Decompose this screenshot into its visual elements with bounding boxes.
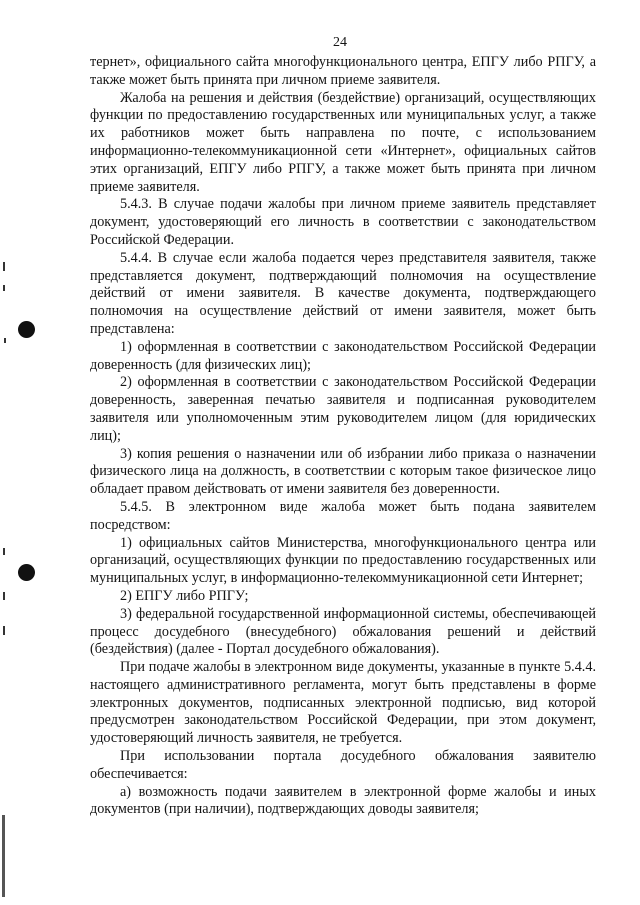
margin-speck bbox=[2, 815, 5, 897]
paragraph-continuation: тернет», официального сайта многофункционального центра, ЕПГУ либо РПГУ, а также может быть принята при личном приеме заявителя. bbox=[90, 54, 596, 88]
page-number: 24 bbox=[333, 35, 347, 50]
margin-speck bbox=[3, 548, 5, 555]
margin-speck bbox=[3, 285, 5, 291]
list-item-5-4-5-3: 3) федеральной государственной информационной системы, обеспечивающей процесс досудебного (внесудебного) обжалования решений и действий (бездействия) (далее - Портал досудебного обжалования). bbox=[90, 605, 596, 658]
paragraph-complaint-organizations: Жалоба на решения и действия (бездействие) организаций, осуществляющих функции по предоставлению государственных или муниципальных услуг, а также их работников может быть направлена по почте, с использованием информационно-телекоммуникационной сети «Интернет», официальных сайтов этих организаций, ЕПГУ либо РПГУ, а также может быть принята при личном приеме заявителя. bbox=[90, 89, 596, 195]
margin-speck bbox=[4, 338, 6, 343]
punch-hole-top bbox=[18, 321, 35, 338]
punch-hole-bottom bbox=[18, 564, 35, 581]
list-item-5-4-5-1: 1) официальных сайтов Министерства, многофункционального центра или организаций, осуществляющих функции по предоставлению государственных или муниципальных услуг, в информационно-телекоммуникационной сети Интернет; bbox=[90, 534, 596, 587]
paragraph-5-4-5: 5.4.5. В электронном виде жалоба может быть подана заявителем посредством: bbox=[90, 498, 596, 533]
list-item-5-4-4-1: 1) оформленная в соответствии с законодательством Российской Федерации доверенность (для физических лиц); bbox=[90, 338, 596, 373]
list-item-portal-a: а) возможность подачи заявителем в электронной форме жалобы и иных документов (при наличии), подтверждающих доводы заявителя; bbox=[90, 783, 596, 818]
document-body bbox=[90, 54, 596, 819]
paragraph-portal-usage: При использовании портала досудебного обжалования заявителю обеспечивается: bbox=[90, 748, 596, 782]
list-item-5-4-5-2: 2) ЕПГУ либо РПГУ; bbox=[120, 587, 249, 604]
margin-speck bbox=[3, 262, 5, 271]
margin-speck bbox=[3, 626, 5, 635]
margin-speck bbox=[3, 592, 5, 600]
list-item-5-4-4-3: 3) копия решения о назначении или об избрании либо приказа о назначении физического лица на должность, в соответствии с которым такое физическое лицо обладает правом действовать от имени заявителя без доверенности. bbox=[90, 445, 596, 498]
paragraph-5-4-3: 5.4.3. В случае подачи жалобы при личном приеме заявитель представляет документ, удостоверяющий его личность в соответствии с законодательством Российской Федерации. bbox=[90, 196, 596, 248]
list-item-5-4-4-2: 2) оформленная в соответствии с законодательством Российской Федерации доверенность, заверенная печатью заявителя и подписанная руководителем заявителя или уполномоченным этим руководителем лицом (для юридических лиц); bbox=[90, 374, 596, 444]
paragraph-5-4-4: 5.4.4. В случае если жалоба подается через представителя заявителя, также представляется документ, подтверждающий полномочия на осуществление действий от имени заявителя. В качестве документа, подтверждающего полномочия на осуществление действий от имени заявителя, может быть представлена: bbox=[90, 249, 596, 337]
paragraph-electronic-submission: При подаче жалобы в электронном виде документы, указанные в пункте 5.4.4. настоящего административного регламента, могут быть представлены в форме электронных документов, подписанных электронной подписью, вид которой предусмотрен законодательством Российской Федерации, при этом документ, удостоверяющий личность заявителя, не требуется. bbox=[90, 659, 596, 747]
